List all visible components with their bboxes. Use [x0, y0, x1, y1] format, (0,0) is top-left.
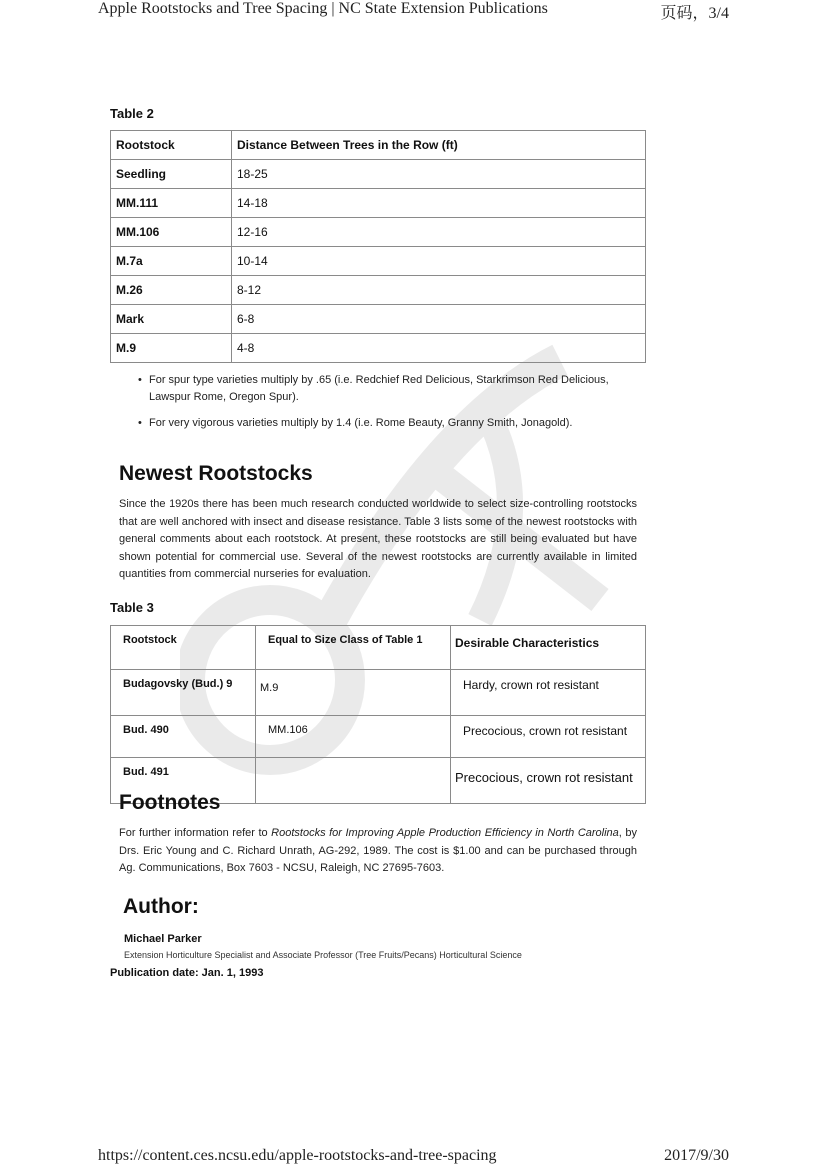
- table-row: [111, 276, 646, 305]
- table-cell: Precocious, crown rot resistant: [451, 716, 646, 758]
- table-row: [111, 334, 646, 363]
- table-cell: Bud. 491: [111, 758, 256, 804]
- table-row: [111, 218, 646, 247]
- footer-date: 2017/9/30: [664, 1147, 729, 1164]
- table-cell: 8-12: [232, 276, 646, 305]
- table-row: [111, 305, 646, 334]
- section-heading-author: Author:: [123, 895, 199, 918]
- table-cell: 14-18: [232, 189, 646, 218]
- section-heading-newest-rootstocks: Newest Rootstocks: [119, 462, 313, 485]
- table3: [110, 625, 646, 804]
- table2-caption: Table 2: [110, 106, 154, 121]
- column-header: Equal to Size Class of Table 1: [256, 626, 451, 670]
- publication-title: Rootstocks for Improving Apple Production Efficiency in North Carolina: [271, 827, 619, 839]
- table-row: [111, 670, 646, 716]
- column-header: Distance Between Trees in the Row (ft): [232, 131, 646, 160]
- table-cell: Budagovsky (Bud.) 9: [111, 670, 256, 716]
- list-item: • For spur type varieties multiply by .65 (i.e. Redchief Red Delicious, Starkrimson Red Delicious, Lawspur Rome, Oregon Spur).: [138, 372, 638, 406]
- table3-caption: Table 3: [110, 600, 154, 615]
- table-cell: Seedling: [111, 160, 232, 189]
- table-row: [111, 247, 646, 276]
- page-header: [0, 0, 827, 24]
- newest-rootstocks-paragraph: Since the 1920s there has been much research conducted worldwide to select size-controlling rootstocks that are well anchored with insect and disease resistance. Table 3 lists some of the newest rootstocks with general comments about each rootstock. At present, these rootstocks are still being evaluated but have shown potential for commercial use. Several of the newest rootstocks are currently available in limited quantities from commercial nurseries for evaluation.: [119, 498, 637, 581]
- table-cell: M.9: [256, 670, 451, 716]
- publication-date: Publication date: Jan. 1, 1993: [110, 967, 264, 979]
- table-row: [111, 189, 646, 218]
- footnote-text: For further information refer to: [119, 827, 272, 839]
- table-cell: M.9: [111, 334, 232, 363]
- column-header: Desirable Characteristics: [451, 626, 646, 670]
- table-cell: 18-25: [232, 160, 646, 189]
- table2: [110, 130, 646, 363]
- table-cell: M.7a: [111, 247, 232, 276]
- footer-url: https://content.ces.ncsu.edu/apple-rootstocks-and-tree-spacing: [98, 1147, 497, 1164]
- table-cell: 12-16: [232, 218, 646, 247]
- table-header-row: [111, 131, 646, 160]
- table-cell: M.26: [111, 276, 232, 305]
- footnote-text: , by Drs. Eric Young and C. Richard Unrath, AG-292, 1989. The cost is $1.00 and can be purchased through Ag. Communications, Box 7603 - NCSU, Raleigh, NC 27695-7603.: [119, 827, 638, 875]
- table-header-row: [111, 626, 646, 670]
- list-item: • For very vigorous varieties multiply by 1.4 (i.e. Rome Beauty, Granny Smith, Jonagold).: [138, 415, 638, 432]
- spacing-notes: [138, 372, 638, 441]
- table-cell: Mark: [111, 305, 232, 334]
- page-footer: [0, 1147, 827, 1169]
- table-cell: MM.106: [256, 716, 451, 758]
- column-header: Rootstock: [111, 626, 256, 670]
- table-cell: 6-8: [232, 305, 646, 334]
- table-cell: 10-14: [232, 247, 646, 276]
- footnotes-paragraph: [119, 825, 637, 878]
- table-row: [111, 716, 646, 758]
- table-cell: MM.111: [111, 189, 232, 218]
- table-cell: Bud. 490: [111, 716, 256, 758]
- table-cell: MM.106: [111, 218, 232, 247]
- author-title: Extension Horticulture Specialist and Associate Professor (Tree Fruits/Pecans) Horticultural Science: [124, 950, 522, 960]
- header-title: Apple Rootstocks and Tree Spacing | NC State Extension Publications: [98, 0, 548, 17]
- table-cell: [256, 758, 451, 804]
- table-cell: 4-8: [232, 334, 646, 363]
- table-cell: Precocious, crown rot resistant: [451, 758, 646, 804]
- header-page-number: 页码，3/4: [660, 5, 729, 22]
- section-heading-footnotes: Footnotes: [119, 791, 221, 814]
- column-header: Rootstock: [111, 131, 232, 160]
- author-name: Michael Parker: [124, 933, 202, 945]
- table-row: [111, 160, 646, 189]
- table-cell: Hardy, crown rot resistant: [451, 670, 646, 716]
